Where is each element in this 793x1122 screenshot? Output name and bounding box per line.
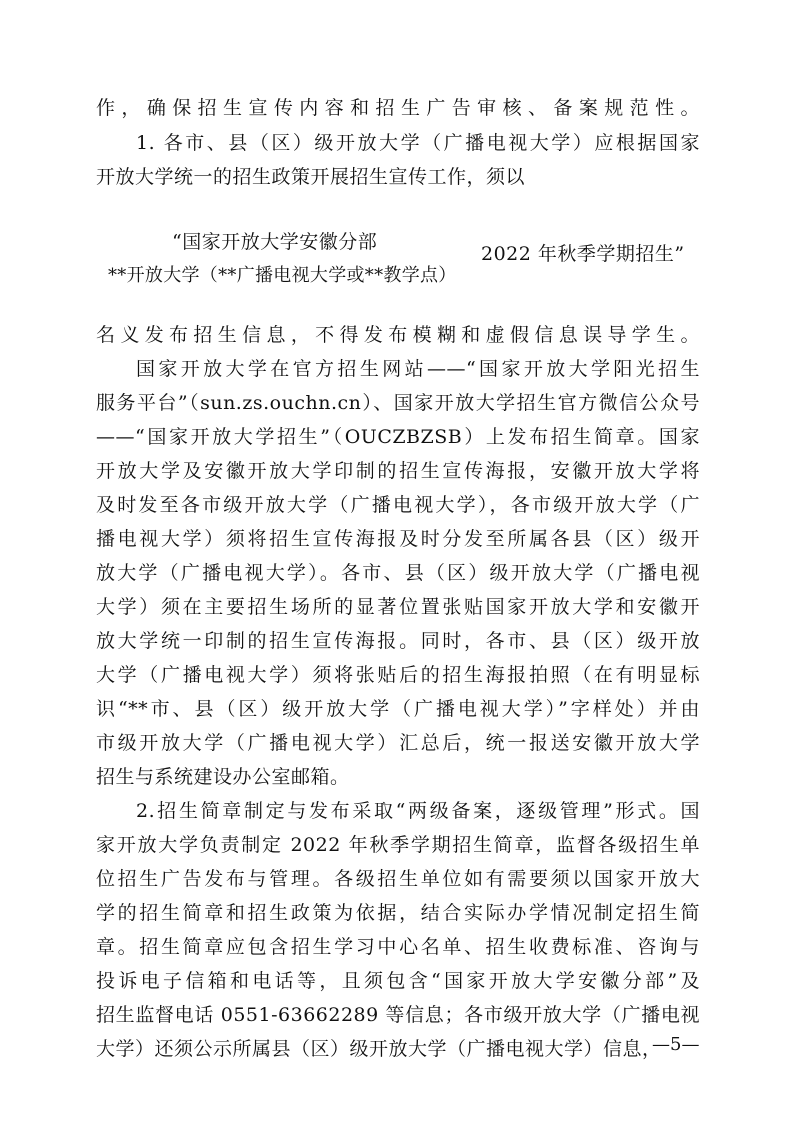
- paragraph-line: 招生与系统建设办公室邮箱。: [96, 766, 350, 788]
- paragraph-line: 放大学（广播电视大学）。各市、县（区）级开放大学（广播电视: [96, 562, 700, 584]
- paragraph-line: 大学）须在主要招生场所的显著位置张贴国家开放大学和安徽开: [96, 596, 700, 618]
- paragraph-line: 播电视大学）须将招生宣传海报及时分发至所属各县（区）级开: [96, 528, 700, 550]
- paragraph-line: 开放大学及安徽开放大学印制的招生宣传海报，安徽开放大学将: [96, 460, 700, 482]
- paragraph-line: 服务平台”（sun.zs.ouchn.cn）、国家开放大学招生官方微信公众号: [96, 392, 700, 414]
- paragraph-line: 市级开放大学（广播电视大学）汇总后，统一报送安徽开放大学: [96, 732, 700, 754]
- page-number: —5—: [652, 1034, 700, 1055]
- motto-left-line-2: **开放大学（**广播电视大学或**教学点）: [108, 265, 457, 286]
- paragraph-line: ——“国家开放大学招生”（OUCZBZSB）上发布招生简章。国家: [96, 426, 700, 448]
- paragraph-line: 放大学统一印制的招生宣传海报。同时，各市、县（区）级开放: [96, 630, 700, 652]
- paragraph-line: 开放大学统一的招生政策开展招生宣传工作，须以: [96, 166, 526, 188]
- paragraph-line: 大学（广播电视大学）须将张贴后的招生海报拍照（在有明显标: [96, 664, 700, 686]
- paragraph-line: 及时发至各市级开放大学（广播电视大学），各市级开放大学（广: [96, 494, 700, 516]
- paragraph-line: 招生监督电话 0551-63662289 等信息；各市级开放大学（广播电视: [96, 1004, 700, 1026]
- paragraph-line: 名义发布招生信息，不得发布模糊和虚假信息误导学生。: [96, 324, 700, 346]
- paragraph-line: 1. 各市、县（区）级开放大学（广播电视大学）应根据国家: [136, 132, 700, 154]
- motto-left-line-1: “国家开放大学安徽分部: [172, 231, 378, 253]
- paragraph-line: 2.招生简章制定与发布采取“两级备案，逐级管理”形式。国: [136, 800, 700, 822]
- paragraph-line: 识“**市、县（区）级开放大学（广播电视大学）”字样处）并由: [96, 698, 700, 720]
- paragraph-line: 章。招生简章应包含招生学习中心名单、招生收费标准、咨询与: [96, 936, 700, 958]
- paragraph-line: 位招生广告发布与管理。各级招生单位如有需要须以国家开放大: [96, 868, 700, 890]
- paragraph-line: 大学）还须公示所属县（区）级开放大学（广播电视大学）信息，: [96, 1038, 662, 1060]
- paragraph-line: 投诉电子信箱和电话等，且须包含“国家开放大学安徽分部”及: [96, 970, 700, 992]
- paragraph-line: 作，确保招生宣传内容和招生广告审核、备案规范性。: [96, 97, 700, 119]
- paragraph-line: 学的招生简章和招生政策为依据，结合实际办学情况制定招生简: [96, 902, 700, 924]
- paragraph-line: 国家开放大学在官方招生网站——“国家开放大学阳光招生: [136, 358, 700, 380]
- paragraph-line: 家开放大学负责制定 2022 年秋季学期招生简章，监督各级招生单: [96, 834, 700, 856]
- motto-right: 2022 年秋季学期招生”: [481, 243, 685, 265]
